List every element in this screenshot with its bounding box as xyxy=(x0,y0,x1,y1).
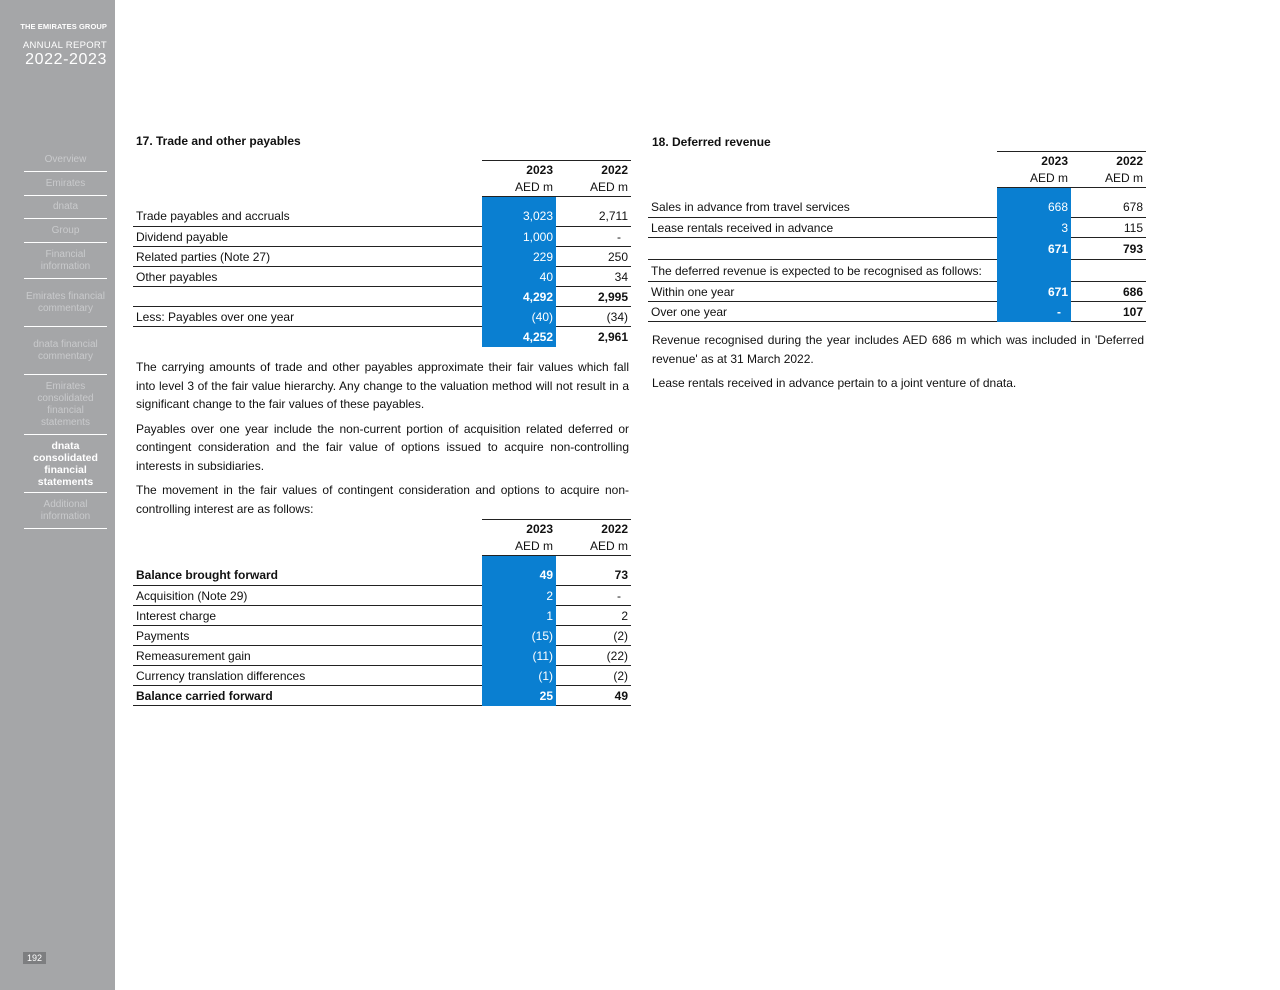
row-label: The deferred revenue is expected to be recognised as follows: xyxy=(648,260,997,282)
value-2023: 229 xyxy=(482,247,556,267)
row-label: Acquisition (Note 29) xyxy=(133,586,482,606)
section-title: 18. Deferred revenue xyxy=(652,135,771,149)
value-2023: 671 xyxy=(997,238,1071,260)
report-year: 2022-2023 xyxy=(25,51,107,68)
col-2023: 2023 xyxy=(482,520,556,538)
value-2023 xyxy=(997,260,1071,282)
nav-overview[interactable]: Overview xyxy=(24,148,107,172)
value-2023: 2 xyxy=(482,586,556,606)
value-2023: (1) xyxy=(482,666,556,686)
nav-group[interactable]: Group xyxy=(24,219,107,243)
table-row xyxy=(133,247,631,267)
unit-2022: AED m xyxy=(556,538,631,556)
value-2022: (34) xyxy=(556,307,631,327)
table-row xyxy=(133,227,631,247)
row-label xyxy=(648,238,997,260)
row-label: Other payables xyxy=(133,267,482,287)
trade-payables-table xyxy=(133,160,631,347)
table-row xyxy=(133,566,631,586)
value-2023: 1,000 xyxy=(482,227,556,247)
nav-dnata-financial-commentary[interactable]: dnata financial commentary xyxy=(24,327,107,375)
value-2023: 1 xyxy=(482,606,556,626)
value-2023: 671 xyxy=(997,282,1071,302)
table-row xyxy=(133,586,631,606)
group-name: THE EMIRATES GROUP xyxy=(20,22,107,31)
col-2023: 2023 xyxy=(997,152,1071,170)
table-row xyxy=(648,198,1146,218)
value-2023: (11) xyxy=(482,646,556,666)
value-2022: (22) xyxy=(556,646,631,666)
unit-2022: AED m xyxy=(556,179,631,197)
total-row xyxy=(133,686,631,706)
row-label xyxy=(133,287,482,307)
value-2023: (40) xyxy=(482,307,556,327)
col-2022: 2022 xyxy=(1071,152,1146,170)
paragraph: The carrying amounts of trade and other payables approximate their fair values which fall into level 3 of the fair value hierarchy. Any change to the valuation method will not result in a significant change to the fair values of these payables. xyxy=(136,360,629,411)
table-units xyxy=(648,170,1146,188)
value-2023: 3,023 xyxy=(482,207,556,227)
table-row xyxy=(133,626,631,646)
table-units xyxy=(133,538,631,556)
deferred-revenue-table xyxy=(648,151,1146,322)
subtotal-row xyxy=(648,238,1146,260)
table-row xyxy=(133,606,631,626)
value-2023: 4,292 xyxy=(482,287,556,307)
subtotal-row xyxy=(133,287,631,307)
paragraph: Revenue recognised during the year includes AED 686 m which was included in 'Deferred revenue' as at 31 March 2022. xyxy=(652,333,1144,366)
row-label: Trade payables and accruals xyxy=(133,207,482,227)
page-number: 192 xyxy=(23,952,46,964)
value-2022 xyxy=(1071,260,1146,282)
table-header xyxy=(648,152,1146,170)
table-header xyxy=(133,161,631,179)
deferred-revenue-table-wrap xyxy=(648,151,1146,322)
value-2022: 2 xyxy=(556,606,631,626)
col-2022: 2022 xyxy=(556,161,631,179)
paragraph: Lease rentals received in advance pertain to a joint venture of dnata. xyxy=(652,376,1017,390)
value-2022: 107 xyxy=(1071,302,1146,322)
report-brand xyxy=(20,22,107,69)
section-deferred-revenue xyxy=(652,135,771,149)
sidebar-nav xyxy=(24,148,107,529)
value-2022: 2,961 xyxy=(597,329,628,344)
row-label: Payments xyxy=(133,626,482,646)
table-row xyxy=(133,307,631,327)
unit-2022: AED m xyxy=(1071,170,1146,188)
value-2023: 49 xyxy=(482,566,556,586)
value-2022: 250 xyxy=(556,247,631,267)
col-2022: 2022 xyxy=(556,520,631,538)
value-2022: 2,995 xyxy=(556,287,631,307)
nav-emirates-financial-commentary[interactable]: Emirates financial commentary xyxy=(24,279,107,327)
unit-2023: AED m xyxy=(482,179,556,197)
value-2022: 34 xyxy=(556,267,631,287)
table-row xyxy=(133,666,631,686)
value-2023: 668 xyxy=(997,198,1071,218)
value-2022: 49 xyxy=(556,686,631,706)
deferred-revenue-notes xyxy=(652,331,1144,399)
nav-emirates-consolidated-statements[interactable]: Emirates consolidated financial statements xyxy=(24,375,107,435)
row-label: Within one year xyxy=(648,282,997,302)
nav-dnata-consolidated-statements[interactable]: dnata consolidated financial statements xyxy=(24,435,107,493)
trade-payables-table-wrap xyxy=(133,160,631,347)
value-2023: 4,252 xyxy=(482,327,556,347)
value-2022: 678 xyxy=(1071,198,1146,218)
value-2022: - xyxy=(556,586,631,606)
sidebar xyxy=(0,0,115,990)
row-label xyxy=(133,327,482,347)
nav-additional-information[interactable]: Additional information xyxy=(24,493,107,529)
col-2023: 2023 xyxy=(482,161,556,179)
row-label: Over one year xyxy=(648,302,997,322)
total-row xyxy=(133,327,631,347)
row-label: Currency translation differences xyxy=(133,666,482,686)
value-2023: 40 xyxy=(482,267,556,287)
table-header xyxy=(133,520,631,538)
table-row xyxy=(648,260,1146,282)
row-label: Dividend payable xyxy=(133,227,482,247)
value-2023: 3 xyxy=(997,218,1071,238)
nav-financial-information[interactable]: Financial information xyxy=(24,243,107,279)
unit-2023: AED m xyxy=(482,538,556,556)
row-label: Sales in advance from travel services xyxy=(648,198,997,218)
trade-payables-notes xyxy=(136,358,629,524)
table-row xyxy=(648,282,1146,302)
row-label: Related parties (Note 27) xyxy=(133,247,482,267)
value-2022: (2) xyxy=(556,626,631,646)
contingent-table-wrap xyxy=(133,519,631,706)
paragraph: Payables over one year include the non-current portion of acquisition related deferred or contingent consideration and the fair value of options issued to acquire non-controlling interests in subsidiaries. xyxy=(136,421,629,473)
value-2023: 25 xyxy=(482,686,556,706)
row-label: Interest charge xyxy=(133,606,482,626)
nav-dnata[interactable]: dnata xyxy=(24,196,107,219)
value-2023: (15) xyxy=(482,626,556,646)
table-units xyxy=(133,179,631,197)
table-row xyxy=(133,267,631,287)
value-2022: 115 xyxy=(1071,218,1146,238)
table-row xyxy=(648,302,1146,322)
nav-emirates[interactable]: Emirates xyxy=(24,172,107,196)
value-2022: 686 xyxy=(1071,282,1146,302)
table-row xyxy=(133,646,631,666)
contingent-consideration-table xyxy=(133,519,631,706)
row-label: Remeasurement gain xyxy=(133,646,482,666)
paragraph: The movement in the fair values of contingent consideration and options to acquire non-controlling interest are as follows: xyxy=(136,483,629,516)
table-row xyxy=(648,218,1146,238)
row-label: Balance brought forward xyxy=(133,566,482,586)
table-row xyxy=(133,207,631,227)
report-label: ANNUAL REPORT xyxy=(22,40,107,51)
value-2022: 73 xyxy=(556,566,631,586)
value-2022: 793 xyxy=(1071,238,1146,260)
value-2023: - xyxy=(997,302,1071,322)
row-label: Lease rentals received in advance xyxy=(648,218,997,238)
row-label: Less: Payables over one year xyxy=(133,307,482,327)
unit-2023: AED m xyxy=(997,170,1071,188)
value-2022: 2,711 xyxy=(556,207,631,227)
value-2022: - xyxy=(556,227,631,247)
section-trade-payables xyxy=(136,134,301,148)
value-2022: (2) xyxy=(556,666,631,686)
section-title: 17. Trade and other payables xyxy=(136,134,301,148)
row-label: Balance carried forward xyxy=(133,686,482,706)
